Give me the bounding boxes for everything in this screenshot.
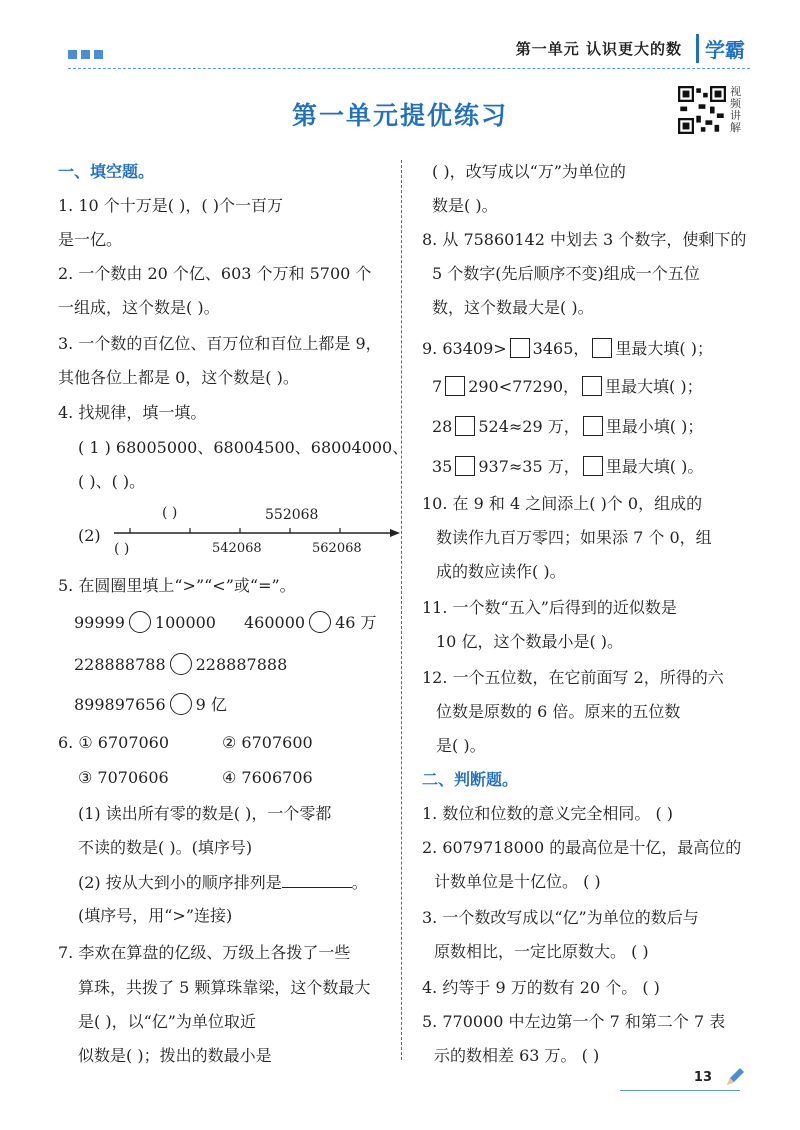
- q3-line1: 3. 一个数的百亿位、百万位和百位上都是 9，: [58, 334, 382, 353]
- header-squares: [68, 50, 103, 59]
- q7-line5: ( )，改写成以“万”为单位的: [432, 162, 626, 181]
- q12-line1: 12. 一个五位数，在它前面写 2，所得的六: [422, 668, 724, 687]
- tf2-line1: 2. 6079718000 的最高位是十亿，最高位的: [422, 838, 742, 857]
- q9-row3: [432, 416, 703, 437]
- footer-rule: [620, 1090, 740, 1091]
- q9-row4: [432, 456, 703, 477]
- q11-line2: 10 亿，这个数最小是( )。: [436, 632, 624, 651]
- q2-line2: 一组成，这个数是( )。: [58, 298, 220, 317]
- q4-line: 4. 找规律，填一填。: [58, 403, 207, 422]
- q5-row1-a: [74, 611, 216, 633]
- tf3-line2: 原数相比，一定比原数大。 ( ): [434, 942, 649, 961]
- page-number: 13: [693, 1070, 712, 1085]
- q5a-right: 100000: [154, 613, 216, 632]
- q6-option1: 6. ① 6707060: [58, 733, 170, 752]
- number-line-bottom-blank: ( ): [114, 541, 130, 557]
- compare-circle: [170, 693, 192, 715]
- q7-line1: 7. 李欢在算盘的亿级、万级上各拨了一些: [58, 943, 351, 962]
- qr-code-icon: [678, 86, 726, 134]
- number-line-top-blank: ( ): [162, 505, 178, 521]
- q8-line1: 8. 从 75860142 中划去 3 个数字，使剩下的: [422, 230, 747, 249]
- compare-circle: [309, 611, 331, 633]
- q5a-left: 99999: [74, 613, 125, 632]
- tf5-line2: 示的数相差 63 万。 ( ): [434, 1046, 600, 1065]
- q4-part2-label: (2): [78, 526, 101, 545]
- answer-box: [592, 338, 612, 358]
- column-divider: [401, 160, 402, 1060]
- header-rule: [68, 68, 750, 69]
- tf5-line1: 5. 770000 中左边第一个 7 和第二个 7 表: [422, 1012, 726, 1031]
- q10-line1: 10. 在 9 和 4 之间添上( )个 0，组成的: [422, 494, 703, 513]
- q9-row4-b: 937≈35 万，: [478, 457, 580, 476]
- q5d-left: 899897656: [74, 695, 166, 714]
- q9-row1-a: 9. 63409>: [422, 339, 507, 358]
- q9-row3-c: 里最小填( )；: [605, 417, 704, 436]
- q8-line3: 数，这个数最大是( )。: [432, 298, 594, 317]
- tf3-line1: 3. 一个数改写成以“亿”为单位的数后与: [422, 908, 699, 927]
- answer-box: [583, 416, 603, 436]
- q5-row1-b: [244, 611, 377, 633]
- section-true-false: 二、判断题。: [422, 770, 519, 789]
- header-unit: 第一单元 认识更大的数: [515, 40, 682, 58]
- q12-line2: 位数是原数的 6 倍。原来的五位数: [436, 702, 681, 721]
- q5c-left: 228888788: [74, 655, 166, 674]
- q6-part2-note: (填序号，用“>”连接): [78, 906, 233, 925]
- q9-row3-b: 524≈29 万，: [478, 417, 580, 436]
- q1-line1: 1. 10 个十万是( )，( )个一百万: [58, 196, 283, 215]
- number-line-tick-562068: 562068: [312, 541, 362, 556]
- number-line-tick-542068: 542068: [212, 541, 262, 556]
- q5d-right: 9 亿: [195, 695, 227, 714]
- q6-option3: ③ 7070606: [78, 768, 169, 787]
- header-brand: 学霸: [696, 34, 745, 63]
- answer-box: [445, 376, 465, 396]
- tf2-line2: 计数单位是十亿位。 ( ): [434, 872, 601, 891]
- pencil-icon: [724, 1066, 746, 1088]
- q4-part1-line2: ( )、( )。: [78, 472, 146, 491]
- q9-row1: [422, 338, 713, 359]
- q6-part1-line1: (1) 读出所有零的数是( )，一个零都: [78, 804, 332, 823]
- section-fill-blanks: 一、填空题。: [58, 162, 155, 181]
- q12-line3: 是( )。: [436, 736, 486, 755]
- qr-label: 视频讲解: [730, 85, 741, 134]
- page-title: 第一单元提优练习: [291, 101, 508, 130]
- q7-line3: 是( )，以“亿”为单位取近: [78, 1012, 256, 1031]
- number-line-top-value: 552068: [265, 507, 319, 523]
- q9-row2-b: 290<77290，: [468, 377, 580, 396]
- q1-line2: 是一亿。: [58, 230, 123, 249]
- q9-row4-a: 35: [432, 457, 453, 476]
- q9-row2: [432, 376, 703, 397]
- answer-box: [455, 456, 475, 476]
- q9-row2-a: 7: [432, 377, 443, 396]
- tf1-line: 1. 数位和位数的意义完全相同。 ( ): [422, 804, 674, 823]
- q6-option2: ② 6707600: [222, 733, 313, 752]
- compare-circle: [129, 611, 151, 633]
- q5-row2: [74, 653, 287, 675]
- q6-part1-line2: 不读的数是( )。(填序号): [78, 838, 253, 857]
- q5b-left: 460000: [244, 613, 306, 632]
- q5-line: 5. 在圆圈里填上“>”“<”或“=”。: [58, 576, 296, 595]
- number-line: [110, 503, 400, 563]
- q9-row4-c: 里最大填( )。: [605, 457, 704, 476]
- answer-box: [582, 376, 602, 396]
- q5-row3: [74, 693, 227, 715]
- q6-part2-line: [78, 873, 368, 893]
- answer-box: [455, 416, 475, 436]
- answer-box: [510, 338, 530, 358]
- q10-line3: 成的数应读作( )。: [436, 562, 566, 581]
- q6-part2-end: 。: [351, 873, 368, 892]
- q7-line4: 似数是( )；拨出的数最小是: [78, 1046, 272, 1065]
- q9-row1-b: 3465，: [532, 339, 590, 358]
- q3-line2: 其他各位上都是 0，这个数是( )。: [58, 368, 299, 387]
- q11-line1: 11. 一个数“五入”后得到的近似数是: [422, 598, 677, 617]
- compare-circle: [170, 653, 192, 675]
- tf4-line: 4. 约等于 9 万的数有 20 个。 ( ): [422, 978, 660, 997]
- q4-part1-line1: ( 1 ) 68005000、68004500、68004000、: [78, 438, 409, 457]
- q9-row1-c: 里最大填( )；: [615, 339, 713, 358]
- q2-line1: 2. 一个数由 20 个亿、603 个万和 5700 个: [58, 264, 372, 283]
- q9-row3-a: 28: [432, 417, 453, 436]
- answer-box: [583, 456, 603, 476]
- q7-line6: 数是( )。: [432, 196, 498, 215]
- q9-row2-c: 里最大填( )；: [605, 377, 703, 396]
- q6-part2-text: (2) 按从大到小的顺序排列是: [78, 873, 282, 892]
- q7-line2: 算珠，共拨了 5 颗算珠靠梁，这个数最大: [78, 978, 371, 997]
- q6-option4: ④ 7606706: [222, 768, 313, 787]
- q10-line2: 数读作九百万零四；如果添 7 个 0，组: [436, 528, 712, 547]
- answer-blank: [282, 887, 352, 888]
- q5b-right: 46 万: [335, 613, 377, 632]
- q5c-right: 228887888: [195, 655, 288, 674]
- q8-line2: 5 个数字(先后顺序不变)组成一个五位: [432, 264, 700, 283]
